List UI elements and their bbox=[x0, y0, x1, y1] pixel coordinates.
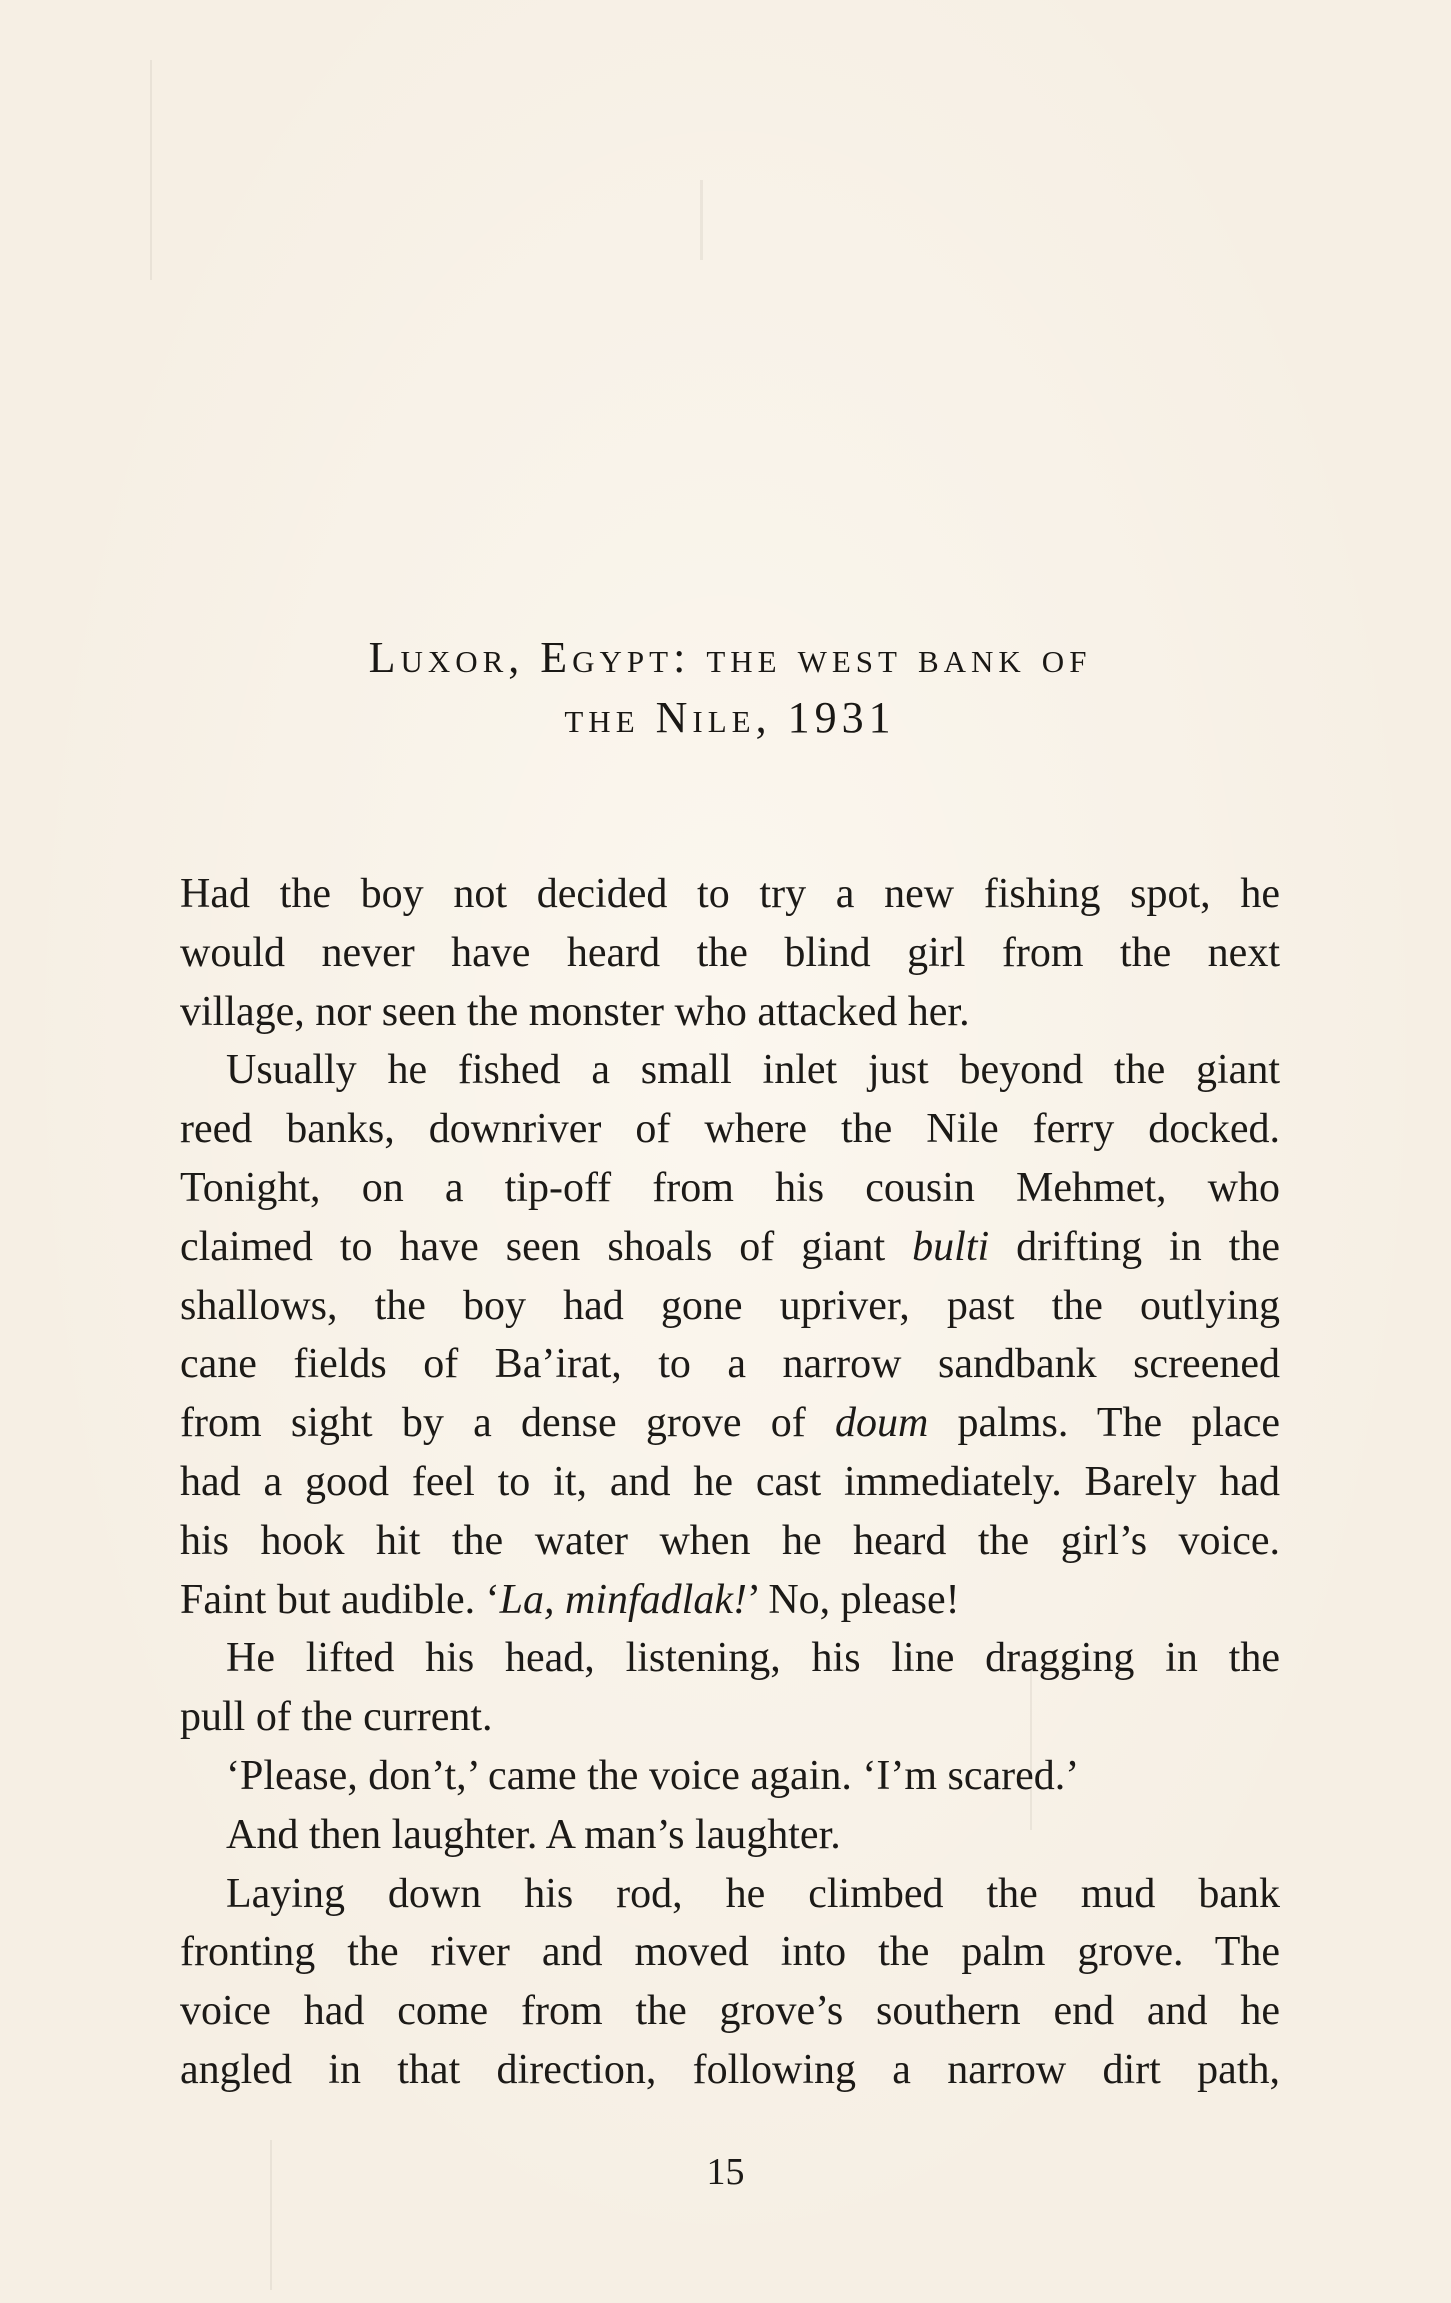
text-line: reed banks, downriver of where the Nile ferry docked. bbox=[180, 1106, 1280, 1153]
chapter-heading-line-2: the Nile, 1931 bbox=[564, 693, 896, 742]
text-run: claimed to have seen shoals of giant bbox=[180, 1223, 913, 1270]
text-run: ’ No, please! bbox=[746, 1576, 960, 1623]
italic-word: bulti bbox=[912, 1223, 990, 1270]
text-line: pull of the current. bbox=[180, 1694, 493, 1741]
text-line: would never have heard the blind girl from the next bbox=[180, 929, 1280, 976]
show-through-mark bbox=[150, 60, 152, 280]
text-line: Laying down his rod, he climbed the mud bank bbox=[226, 1870, 1280, 1917]
page-number: 15 bbox=[706, 2151, 745, 2193]
text-line bbox=[180, 1571, 1280, 1630]
body-text bbox=[180, 865, 1280, 2100]
italic-word: La, minfadlak! bbox=[499, 1576, 747, 1623]
text-run: from sight by a dense grove of bbox=[180, 1400, 835, 1447]
text-run: drifting in the bbox=[989, 1223, 1280, 1270]
text-line: ‘Please, don’t,’ came the voice again. ‘I’m scared.’ bbox=[226, 1752, 1080, 1799]
text-line: village, nor seen the monster who attacked her. bbox=[180, 988, 970, 1035]
text-line: Had the boy not decided to try a new fishing spot, he bbox=[180, 871, 1280, 917]
text-line: He lifted his head, listening, his line dragging in the bbox=[226, 1635, 1280, 1682]
text-line: cane fields of Ba’irat, to a narrow sandbank screened bbox=[180, 1341, 1280, 1388]
chapter-heading bbox=[180, 628, 1280, 748]
text-line: voice had come from the grove’s southern end and he bbox=[180, 1988, 1280, 2035]
text-line: Tonight, on a tip-off from his cousin Mehmet, who bbox=[180, 1164, 1280, 1211]
chapter-heading-line-1: Luxor, Egypt: the west bank of bbox=[368, 633, 1092, 682]
text-line: his hook hit the water when he heard the girl’s voice. bbox=[180, 1517, 1280, 1564]
text-line: And then laughter. A man’s laughter. bbox=[226, 1811, 841, 1858]
italic-word: doum bbox=[834, 1400, 929, 1447]
text-line bbox=[180, 1218, 1280, 1277]
text-run: Faint but audible. ‘ bbox=[180, 1576, 500, 1623]
text-line bbox=[180, 1394, 1280, 1453]
text-run: palms. The place bbox=[928, 1400, 1280, 1447]
text-line: Usually he fished a small inlet just beyond the giant bbox=[226, 1047, 1280, 1094]
text-line: shallows, the boy had gone upriver, past the outlying bbox=[180, 1282, 1280, 1329]
show-through-mark bbox=[700, 180, 703, 260]
text-line: had a good feel to it, and he cast immediately. Barely had bbox=[180, 1458, 1280, 1505]
text-line: fronting the river and moved into the palm grove. The bbox=[180, 1929, 1280, 1976]
text-line: angled in that direction, following a narrow dirt path, bbox=[180, 2046, 1280, 2093]
